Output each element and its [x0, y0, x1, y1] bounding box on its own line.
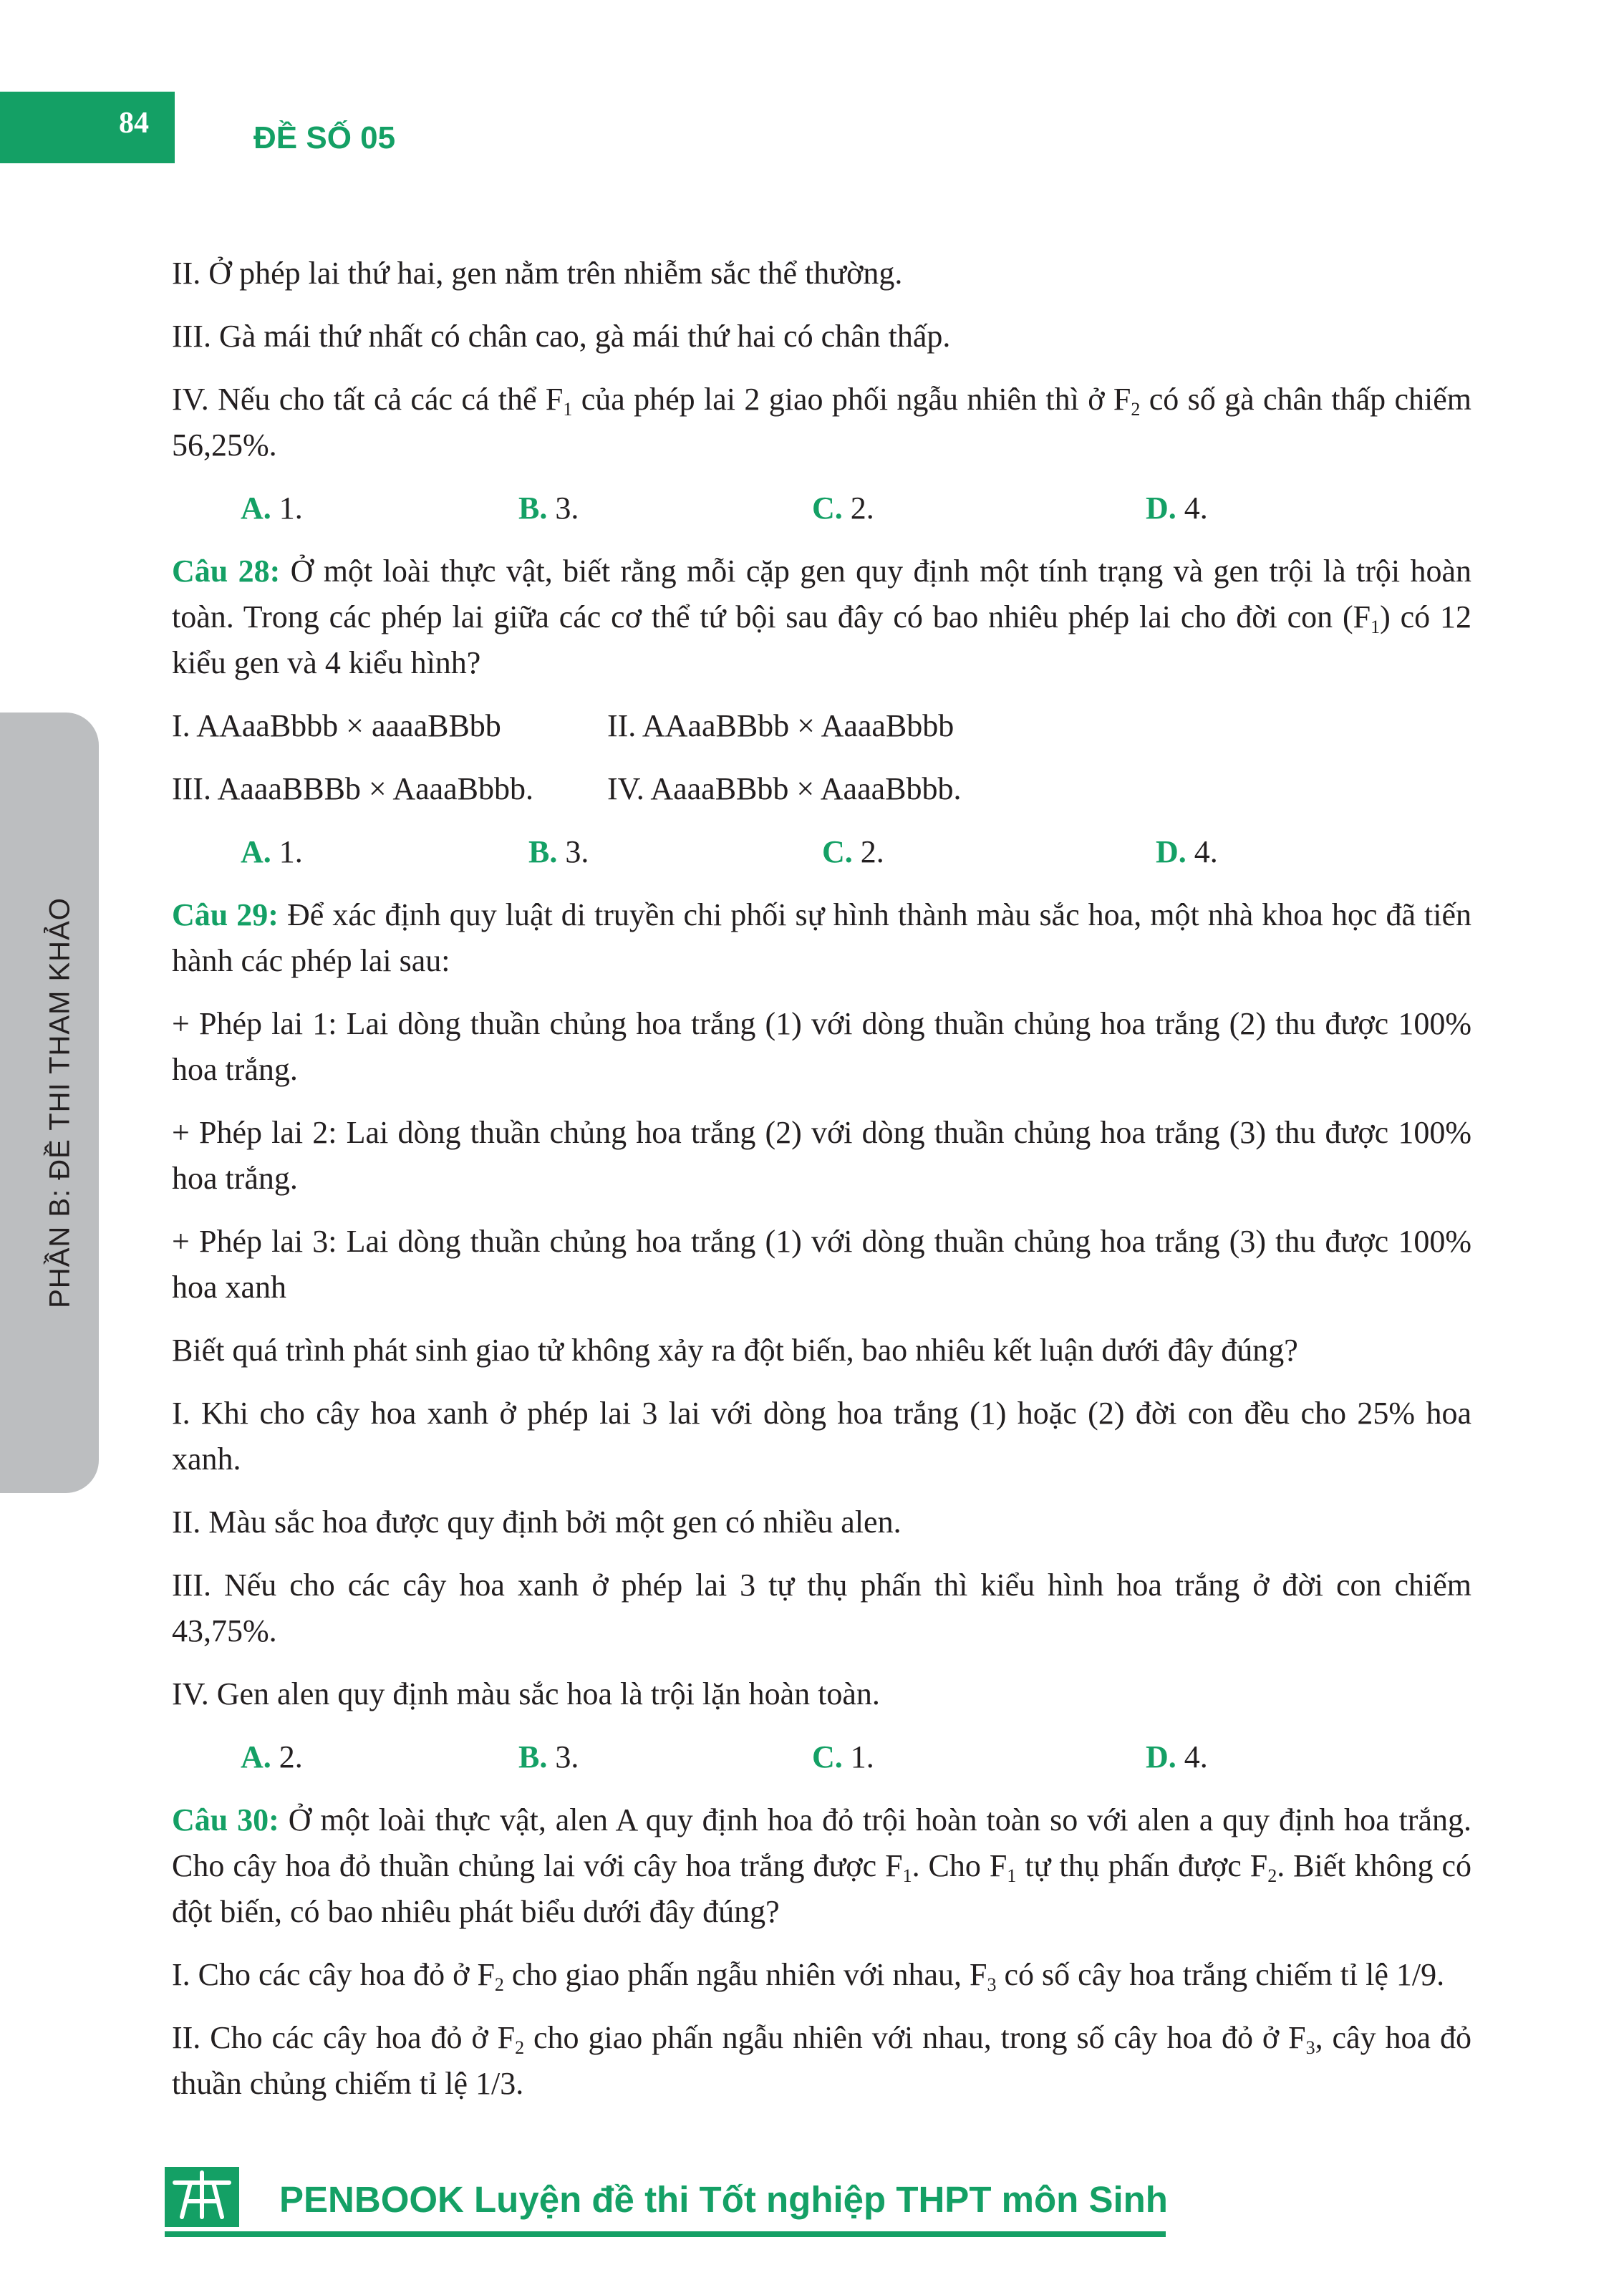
answer-option-d[interactable]: D. 4.	[1156, 834, 1218, 869]
section-side-label: PHẦN B: ĐỀ THI THAM KHẢO	[44, 897, 76, 1308]
answer-option-d[interactable]: D. 4.	[1146, 1739, 1208, 1774]
question-29-label: Câu 29:	[172, 897, 279, 932]
footer-title: PENBOOK Luyện đề thi Tốt nghiệp THPT môn Sinh	[279, 2179, 1168, 2220]
q29-statement-1: I. Khi cho cây hoa xanh ở phép lai 3 lai với dòng hoa trắng (1) hoặc (2) đời con đều cho 25% hoa xanh.	[172, 1396, 1471, 1477]
q29-cross-3: + Phép lai 3: Lai dòng thuần chủng hoa trắng (1) với dòng thuần chủng hoa trắng (3) thu được 100% hoa xanh	[172, 1224, 1471, 1305]
answer-option-b[interactable]: B. 3.	[518, 1739, 579, 1774]
page-number: 84	[119, 107, 149, 140]
question-30-label: Câu 30:	[172, 1802, 279, 1837]
q30-statement-2: II. Cho các cây hoa đỏ ở $F_2$ cho giao phấn ngẫu nhiên với nhau, trong số cây hoa đỏ ở $F_3$, cây hoa đỏ thuần chủng chiếm tỉ lệ 1/3.	[172, 2020, 1471, 2101]
q29-cross-2: + Phép lai 2: Lai dòng thuần chủng hoa trắng (2) với dòng thuần chủng hoa trắng (3) thu được 100% hoa trắng.	[172, 1115, 1471, 1196]
penbook-logo-icon	[165, 2167, 239, 2227]
q28-cross-1: I. AAaaBbbb × aaaaBBbb	[172, 708, 501, 743]
answer-option-a[interactable]: A. 1.	[241, 491, 303, 526]
q28-cross-row-1	[172, 703, 1471, 749]
q29-statement-4: IV. Gen alen quy định màu sắc hoa là trội lặn hoàn toàn.	[172, 1676, 880, 1711]
page-content	[172, 251, 1471, 2124]
question-30: Câu 30: Ở một loài thực vật, alen A quy định hoa đỏ trội hoàn toàn so với alen a quy định hoa trắng. Cho cây hoa đỏ thuần chủng lai với cây hoa trắng được $F_1$. Cho $F_1$ tự thụ phấn được $F_2$. Biết không có đột biến, có bao nhiêu phát biểu dưới đây đúng?	[172, 1802, 1471, 1929]
q28-cross-2: II. AAaaBBbb × AaaaBbbb	[607, 708, 954, 743]
answer-option-a[interactable]: A. 2.	[241, 1739, 303, 1774]
q28-answer-options	[172, 829, 1471, 875]
q28-cross-row-2	[172, 766, 1471, 812]
prev-statement-2: II. Ở phép lai thứ hai, gen nằm trên nhiễm sắc thể thường.	[172, 256, 903, 291]
answer-option-b[interactable]: B. 3.	[528, 834, 589, 869]
q28-cross-4: IV. AaaaBBbb × AaaaBbbb.	[607, 771, 962, 806]
question-29: Câu 29: Để xác định quy luật di truyền chi phối sự hình thành màu sắc hoa, một nhà khoa học đã tiến hành các phép lai sau:	[172, 897, 1471, 978]
footer-rule	[165, 2231, 1166, 2237]
answer-option-c[interactable]: C. 2.	[822, 834, 884, 869]
question-28: Câu 28: Ở một loài thực vật, biết rằng mỗi cặp gen quy định một tính trạng và gen trội là trội hoàn toàn. Trong các phép lai giữa các cơ thể tứ bội sau đây có bao nhiêu phép lai cho đời con $(F_1)$ có 12 kiểu gen và 4 kiểu hình?	[172, 554, 1472, 680]
q29-cross-1: + Phép lai 1: Lai dòng thuần chủng hoa trắng (1) với dòng thuần chủng hoa trắng (2) thu được 100% hoa trắng.	[172, 1006, 1471, 1087]
answer-option-c[interactable]: C. 1.	[812, 1739, 874, 1774]
answer-option-c[interactable]: C. 2.	[812, 491, 874, 526]
q29-question: Biết quá trình phát sinh giao tử không xảy ra đột biến, bao nhiêu kết luận dưới đây đúng?	[172, 1333, 1298, 1368]
answer-option-d[interactable]: D. 4.	[1146, 491, 1208, 526]
q29-statement-3: III. Nếu cho các cây hoa xanh ở phép lai 3 tự thụ phấn thì kiểu hình hoa trắng ở đời con chiếm 43,75%.	[172, 1568, 1471, 1648]
q30-statement-1: I. Cho các cây hoa đỏ ở $F_2$ cho giao phấn ngẫu nhiên với nhau, $F_3$ có số cây hoa trắng chiếm tỉ lệ 1/9.	[172, 1957, 1445, 1995]
prev-answer-options	[172, 486, 1471, 531]
q29-answer-options	[172, 1734, 1471, 1780]
exam-title: ĐỀ SỐ 05	[253, 120, 396, 155]
q29-statement-2: II. Màu sắc hoa được quy định bởi một gen có nhiều alen.	[172, 1504, 902, 1540]
q28-cross-3: III. AaaaBBBb × AaaaBbbb.	[172, 771, 534, 806]
prev-statement-3: III. Gà mái thứ nhất có chân cao, gà mái thứ hai có chân thấp.	[172, 319, 951, 354]
answer-option-b[interactable]: B. 3.	[518, 491, 579, 526]
prev-statement-4: IV. Nếu cho tất cả các cá thể $F_1$ của phép lai 2 giao phối ngẫu nhiên thì ở $F_2$ có số gà chân thấp chiếm 56,25%.	[172, 382, 1471, 463]
answer-option-a[interactable]: A. 1.	[241, 834, 303, 869]
question-28-label: Câu 28:	[172, 554, 281, 589]
